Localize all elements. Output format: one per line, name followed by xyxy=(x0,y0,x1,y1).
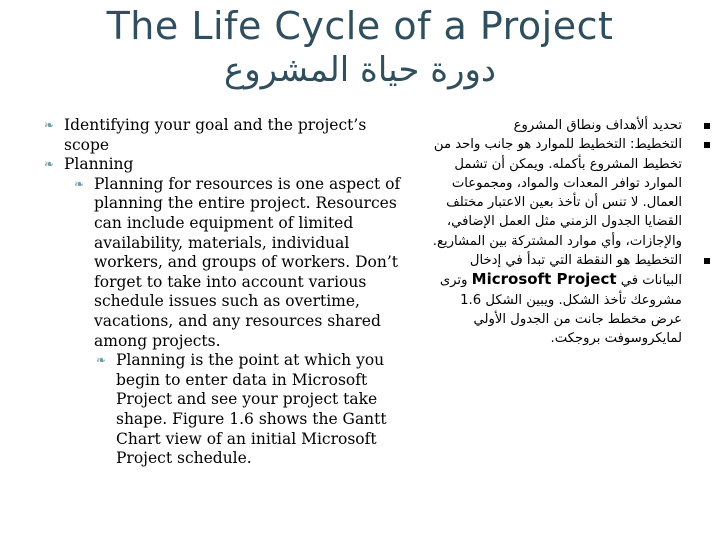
bullet-text-resources: Planning for resources is one aspect of planning the entire project. Resources can include equipment of limited availability, materials, individual workers, and groups of workers. Don’t forget to take into account various schedule issues such as overtime, vacations, and any resources shared among projects. xyxy=(94,174,401,350)
arabic-text-msproject-after: وترى مشروعك تأخذ الشكل. ويبين الشكل 1.6 عرض مخطط جانت من الجدول الأولي لمايكروسوفت بروجكت. xyxy=(439,273,682,347)
slide-title xyxy=(0,0,720,92)
bullet-text-msproject: Planning is the point at which you begin to enter data in Microsoft Project and see your project take shape. Figure 1.6 shows the Gantt Chart view of an initial Microsoft Project schedule. xyxy=(116,351,387,468)
list-item xyxy=(426,116,682,135)
list-item xyxy=(426,135,682,251)
title-arabic: دورة حياة المشروع xyxy=(223,50,497,90)
bullet-text-planning: Planning xyxy=(64,155,134,174)
arabic-text-msproject-before: التخطيط هو النقطة التي تبدأ في إدخال البيانات في xyxy=(469,253,682,289)
arabic-text-product-name: Microsoft Project xyxy=(471,270,617,289)
bullet-icon: ❧ xyxy=(74,176,85,191)
square-bullet-icon xyxy=(704,258,710,264)
bullet-text-goal: Identifying your goal and the project’s scope xyxy=(64,116,367,154)
bullet-icon: ❧ xyxy=(96,353,107,368)
list-item xyxy=(426,251,682,348)
list-item xyxy=(42,351,404,469)
title-english: The Life Cycle of a Project xyxy=(106,4,614,48)
list-item xyxy=(42,116,404,155)
arabic-bullet-list xyxy=(426,116,682,349)
english-bullet-list xyxy=(42,116,404,469)
square-bullet-icon xyxy=(704,123,710,129)
arabic-text-planning: التخطيط: التخطيط للموارد هو جانب واحد من تخطيط المشروع بأكمله. ويمكن أن تشمل الموارد توافر المعدات والمواد، ومجموعات العمال. لا تنس أن تأخذ بعين الاعتبار مختلف القضايا الجدول الزمني مثل العمل الإضافي، والإجازات، وأي موارد المشتركة بين المشاريع. xyxy=(432,137,682,249)
list-item xyxy=(42,175,404,351)
arabic-text-goal: تحديد ألأهداف ونطاق المشروع xyxy=(513,118,682,133)
bullet-icon: ❧ xyxy=(44,157,55,172)
bullet-icon: ❧ xyxy=(44,118,55,132)
list-item xyxy=(42,155,404,175)
square-bullet-icon xyxy=(704,142,710,148)
